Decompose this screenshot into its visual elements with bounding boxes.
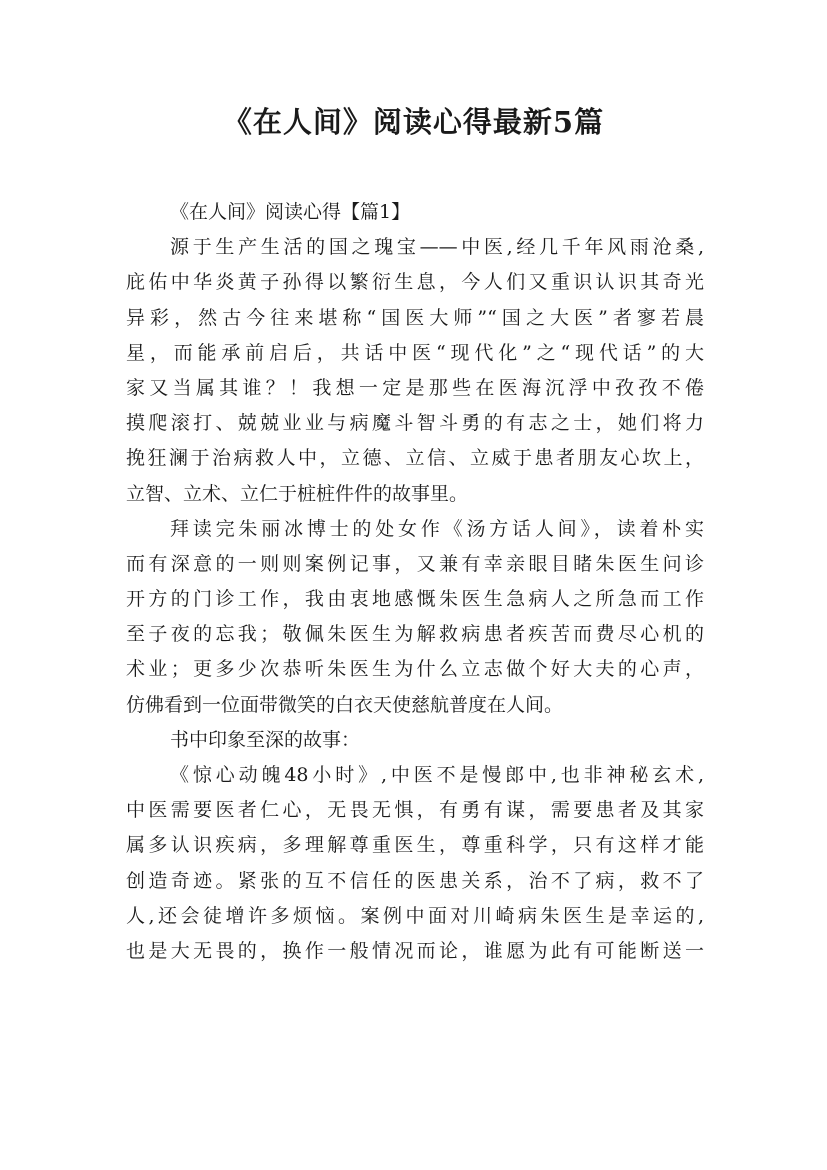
text-line: 《在人间》阅读心得【篇1】 — [170, 201, 411, 223]
document-title: 《在人间》阅读心得最新5篇 — [222, 105, 605, 139]
text-line: 开方的门诊工作，我由衷地感慨朱医生急病人之所急而工作 — [126, 588, 704, 611]
text-line: 术业；更多少次恭听朱医生为什么立志做个好大夫的心声， — [126, 658, 704, 681]
text-line: 立智、立术、立仁于桩桩件件的故事里。 — [126, 482, 469, 505]
text-line: 仿佛看到一位面带微笑的白衣天使慈航普度在人间。 — [126, 693, 564, 716]
text-line: 庇佑中华炎黄子孙得以繁衍生息，今人们又重识认识其奇光 — [126, 271, 704, 294]
text-line: 家又当属其谁？！我想一定是那些在医海沉浮中孜孜不倦 — [126, 376, 704, 399]
text-line: 创造奇迹。紧张的互不信任的医患关系，治不了病，救不了 — [126, 869, 704, 892]
text-line: 而有深意的一则则案例记事，又兼有幸亲眼目睹朱医生问诊 — [126, 552, 704, 575]
text-line: 摸爬滚打、兢兢业业与病魔斗智斗勇的有志之士，她们将力 — [126, 412, 704, 435]
text-line: 《惊心动魄48小时》,中医不是慢郎中,也非神秘玄术, — [170, 764, 704, 786]
text-line: 也是大无畏的，换作一般情况而论，谁愿为此有可能断送一 — [126, 939, 704, 962]
text-line: 拜读完朱丽冰博士的处女作《汤方话人间》，读着朴实 — [170, 517, 704, 540]
text-line: 挽狂澜于治病救人中，立德、立信、立威于患者朋友心坎上， — [126, 447, 704, 470]
text-line: 属多认识疾病，多理解尊重医生，尊重科学，只有这样才能 — [126, 834, 704, 857]
text-line: 书中印象至深的故事： — [170, 728, 361, 751]
document-body — [126, 195, 704, 969]
text-line: 源于生产生活的国之瑰宝——中医,经几千年风雨沧桑, — [170, 236, 704, 259]
text-line: 星，而能承前启后，共话中医“现代化”之“现代话”的大 — [126, 341, 704, 364]
text-line: 至子夜的忘我；敬佩朱医生为解救病患者疾苦而费尽心机的 — [126, 623, 704, 646]
text-line: 异彩，然古今往来堪称“国医大师”“国之大医”者寥若晨 — [126, 306, 704, 329]
text-line: 中医需要医者仁心，无畏无惧，有勇有谋，需要患者及其家 — [126, 799, 704, 822]
text-line: 人,还会徒增许多烦恼。案例中面对川崎病朱医生是幸运的, — [126, 904, 704, 927]
